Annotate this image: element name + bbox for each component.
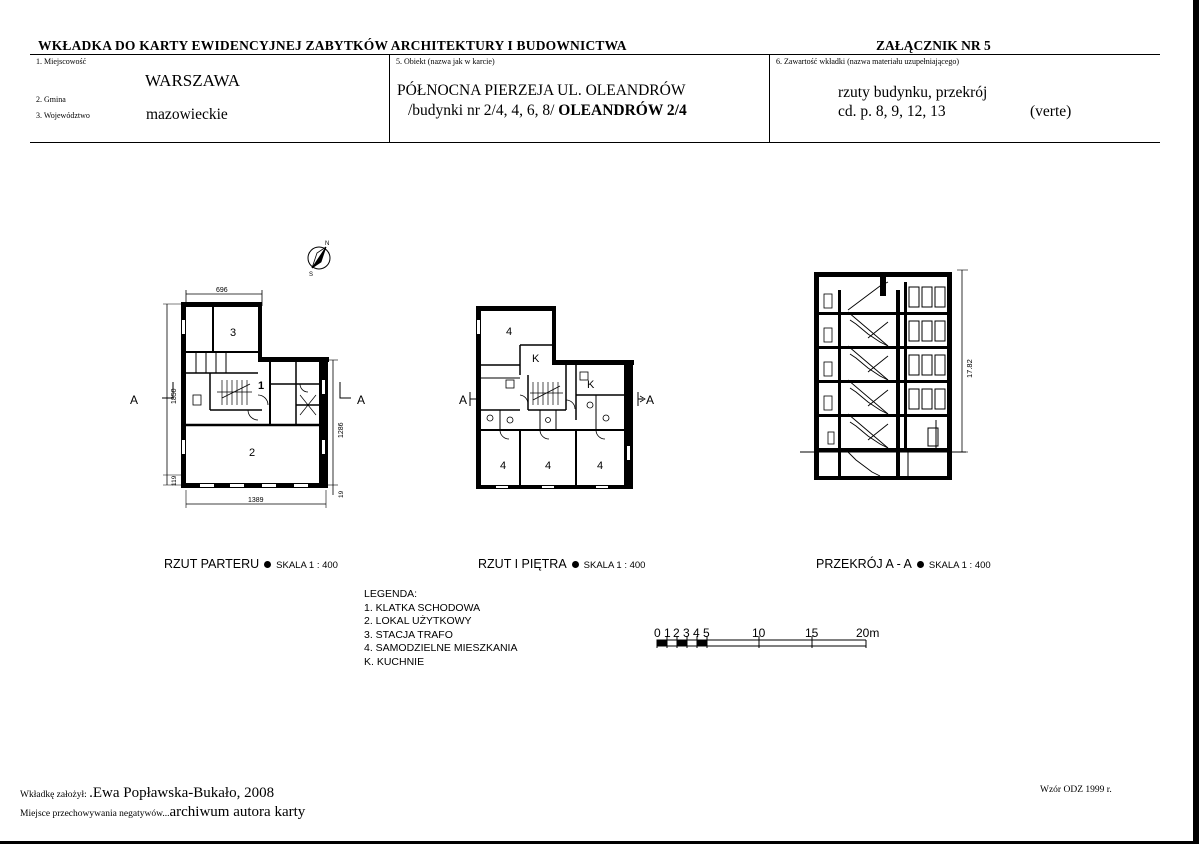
dim-right-1286: 1286	[338, 422, 345, 438]
locality-value: WARSZAWA	[145, 71, 240, 90]
object-label: 5. Obiekt (nazwa jak w karcie)	[396, 57, 495, 66]
template-version: Wzór ODZ 1999 r.	[1040, 785, 1112, 795]
scale-tick-1: 1	[664, 626, 671, 640]
compass-north: N	[325, 241, 330, 247]
title-bullet	[572, 561, 579, 568]
section-scale: SKALA 1 : 400	[928, 560, 991, 571]
voivodeship-label: 3. Województwo	[36, 111, 90, 120]
scale-tick-20m: 20m	[856, 626, 880, 640]
first-floor-plan	[459, 306, 654, 489]
author-label: Wkładkę założył:	[20, 790, 87, 800]
storage-value: archiwum autora karty	[169, 804, 306, 820]
ground-section-a-left: A	[130, 393, 139, 407]
object-bold-name: OLEANDRÓW 2/4	[558, 102, 687, 119]
scale-tick-4: 4	[693, 626, 700, 640]
compass-south: S	[309, 272, 314, 278]
legend-item: K. KUCHNIE	[364, 655, 425, 668]
dim-top-696: 696	[216, 287, 228, 294]
content-verte: (verte)	[1030, 103, 1072, 120]
graphic-scale-bar	[654, 626, 879, 648]
scale-tick-3: 3	[683, 626, 690, 640]
first-room-k-1: K	[532, 353, 540, 365]
title-bullet	[917, 561, 924, 568]
voivodeship-value: mazowieckie	[146, 106, 228, 123]
form-title: WKŁADKA DO KARTY EWIDENCYJNEJ ZABYTKÓW ARCHITEKTURY I BUDOWNICTWA	[38, 38, 627, 53]
scale-tick-10: 10	[752, 626, 766, 640]
first-floor-title	[478, 557, 645, 571]
dim-bottom-1389: 1389	[248, 497, 264, 504]
dim-left-1850: 1850	[171, 388, 178, 404]
ground-floor-scale: SKALA 1 : 400	[276, 560, 338, 571]
first-room-4-c: 4	[597, 460, 604, 472]
ground-room-1: 1	[258, 380, 265, 392]
scale-tick-15: 15	[805, 626, 819, 640]
content-line-2: cd. p. 8, 9, 12, 13	[838, 103, 946, 120]
compass-rose	[308, 241, 330, 278]
scale-tick-5: 5	[703, 626, 710, 640]
content-line-1: rzuty budynku, przekrój	[838, 84, 988, 101]
first-section-a-right: A	[646, 393, 655, 407]
title-bullet	[264, 561, 271, 568]
section-height-dim: 17.82	[965, 359, 974, 378]
first-floor-scale: SKALA 1 : 400	[583, 560, 646, 571]
first-room-4-b: 4	[545, 460, 552, 472]
first-room-4-top: 4	[506, 326, 513, 338]
legend-title: LEGENDA:	[364, 588, 418, 600]
ground-floor-title	[164, 557, 338, 571]
locality-label: 1. Miejscowość	[36, 57, 87, 66]
author-value: .Ewa Popławska-Bukało, 2008	[89, 785, 275, 801]
storage-line	[20, 804, 305, 821]
first-floor-title-text: RZUT I PIĘTRA	[478, 557, 567, 571]
author-line	[20, 785, 274, 802]
ground-room-3: 3	[230, 327, 237, 339]
legend-item: 1. KLATKA SCHODOWA	[364, 601, 481, 614]
section-a-a	[800, 270, 974, 480]
dim-bottom-left-119: 119	[171, 475, 178, 486]
ground-room-2: 2	[249, 447, 256, 459]
object-numbers: /budynki nr 2/4, 4, 6, 8/	[408, 102, 555, 119]
section-title	[816, 557, 991, 571]
first-section-a-left: A	[459, 393, 468, 407]
first-room-k-2: K	[587, 379, 595, 391]
dim-bottom-right-19: 19	[338, 490, 345, 498]
scale-tick-0: 0	[654, 626, 661, 640]
legend-item: 4. SAMODZIELNE MIESZKANIA	[364, 642, 518, 655]
scale-tick-2: 2	[673, 626, 680, 640]
commune-label: 2. Gmina	[36, 95, 66, 104]
first-room-4-a: 4	[500, 460, 507, 472]
legend	[364, 588, 517, 670]
content-label: 6. Zawartość wkładki (nazwa materiału uzupełniającego)	[776, 57, 960, 66]
legend-item: 2. LOKAL UŻYTKOWY	[364, 615, 472, 628]
ground-floor-title-text: RZUT PARTERU	[164, 557, 260, 571]
section-title-text: PRZEKRÓJ A - A	[816, 557, 912, 571]
legend-item: 3. STACJA TRAFO	[364, 628, 453, 641]
storage-label: Miejsce przechowywania negatywów...	[20, 809, 170, 819]
ground-section-a-right: A	[357, 393, 366, 407]
ground-floor-plan	[130, 287, 365, 508]
object-line-1: PÓŁNOCNA PIERZEJA UL. OLEANDRÓW	[397, 82, 686, 99]
annex-number: ZAŁĄCZNIK NR 5	[876, 38, 991, 53]
